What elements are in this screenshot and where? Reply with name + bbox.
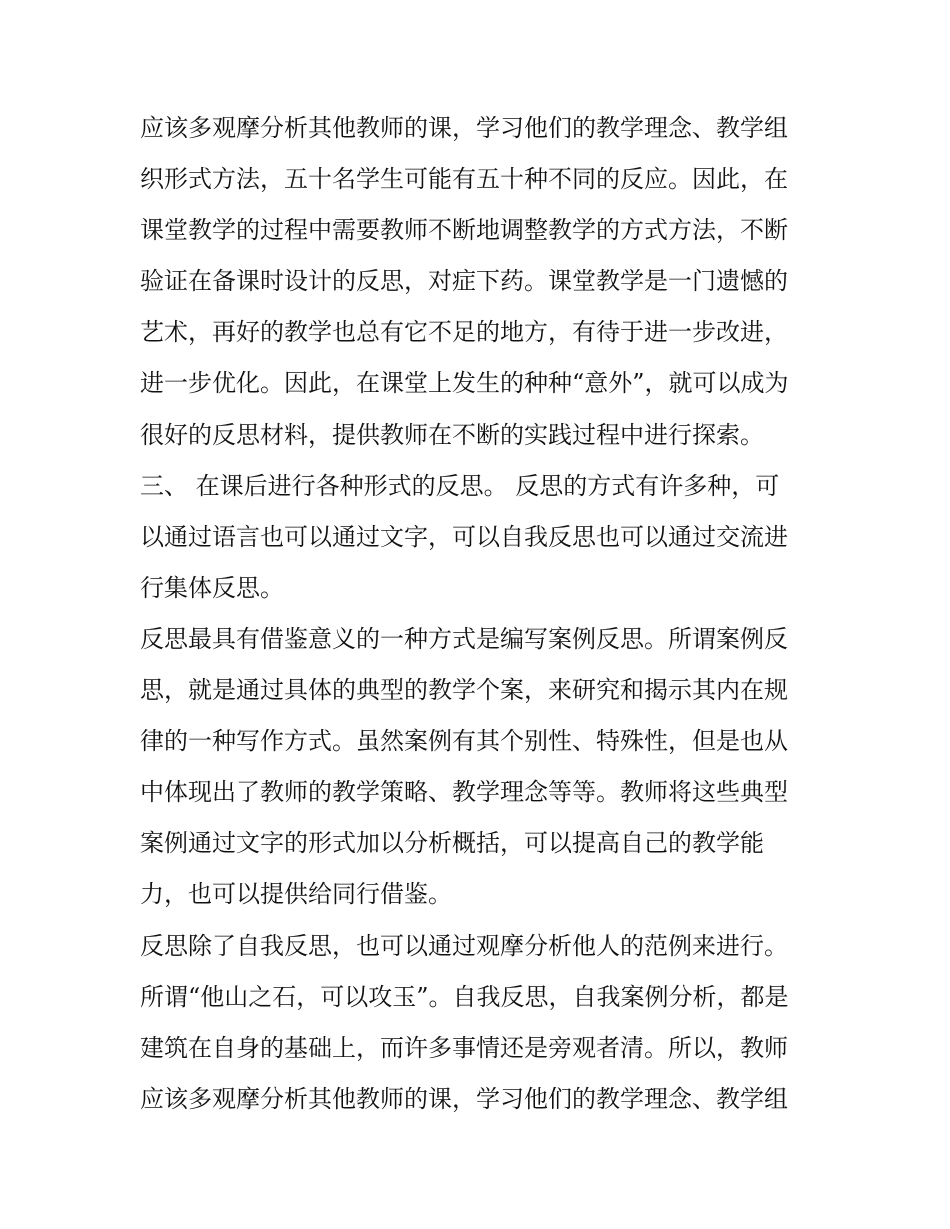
text-line: 艺术，再好的教学也总有它不足的地方，有待于进一步改进，	[140, 318, 788, 347]
text-line: 应该多观摩分析其他教师的课，学习他们的教学理念、教学组	[140, 114, 788, 142]
text-line: 力，也可以提供给同行借鉴。	[140, 880, 452, 909]
text-line: 以通过语言也可以通过文字，可以自我反思也可以通过交流进	[140, 522, 788, 551]
text-line: 进一步优化。因此，在课堂上发生的种种“意外”，就可以成为	[140, 369, 789, 398]
text-line: 律的一种写作方式。虽然案例有其个别性、特殊性，但是也从	[140, 727, 788, 756]
text-line: 织形式方法，五十名学生可能有五十种不同的反应。因此，在	[140, 165, 788, 194]
text-line: 验证在备课时设计的反思，对症下药。课堂教学是一门遗憾的	[140, 267, 788, 296]
text-line: 所谓“他山之石，可以攻玉”。自我反思，自我案例分析，都是	[140, 982, 789, 1011]
text-line: 案例通过文字的形式加以分析概括，可以提高自己的教学能	[140, 829, 764, 858]
section-heading-line: 三、 在课后进行各种形式的反思。 反思的方式有许多种，可	[140, 471, 780, 500]
text-line: 应该多观摩分析其他教师的课，学习他们的教学理念、教学组	[140, 1084, 788, 1113]
text-line: 中体现出了教师的教学策略、教学理念等等。教师将这些典型	[140, 778, 788, 807]
text-line: 行集体反思。	[140, 573, 284, 602]
text-line: 课堂教学的过程中需要教师不断地调整教学的方式方法，不断	[140, 216, 788, 245]
text-line: 思，就是通过具体的典型的教学个案，来研究和揭示其内在规	[140, 676, 788, 705]
document-body	[140, 103, 820, 1125]
text-line: 反思最具有借鉴意义的一种方式是编写案例反思。所谓案例反	[140, 624, 788, 653]
text-line: 很好的反思材料，提供教师在不断的实践过程中进行探索。	[140, 420, 764, 449]
text-line: 建筑在自身的基础上，而许多事情还是旁观者清。所以，教师	[140, 1033, 788, 1062]
text-line: 反思除了自我反思，也可以通过观摩分析他人的范例来进行。	[140, 931, 788, 960]
